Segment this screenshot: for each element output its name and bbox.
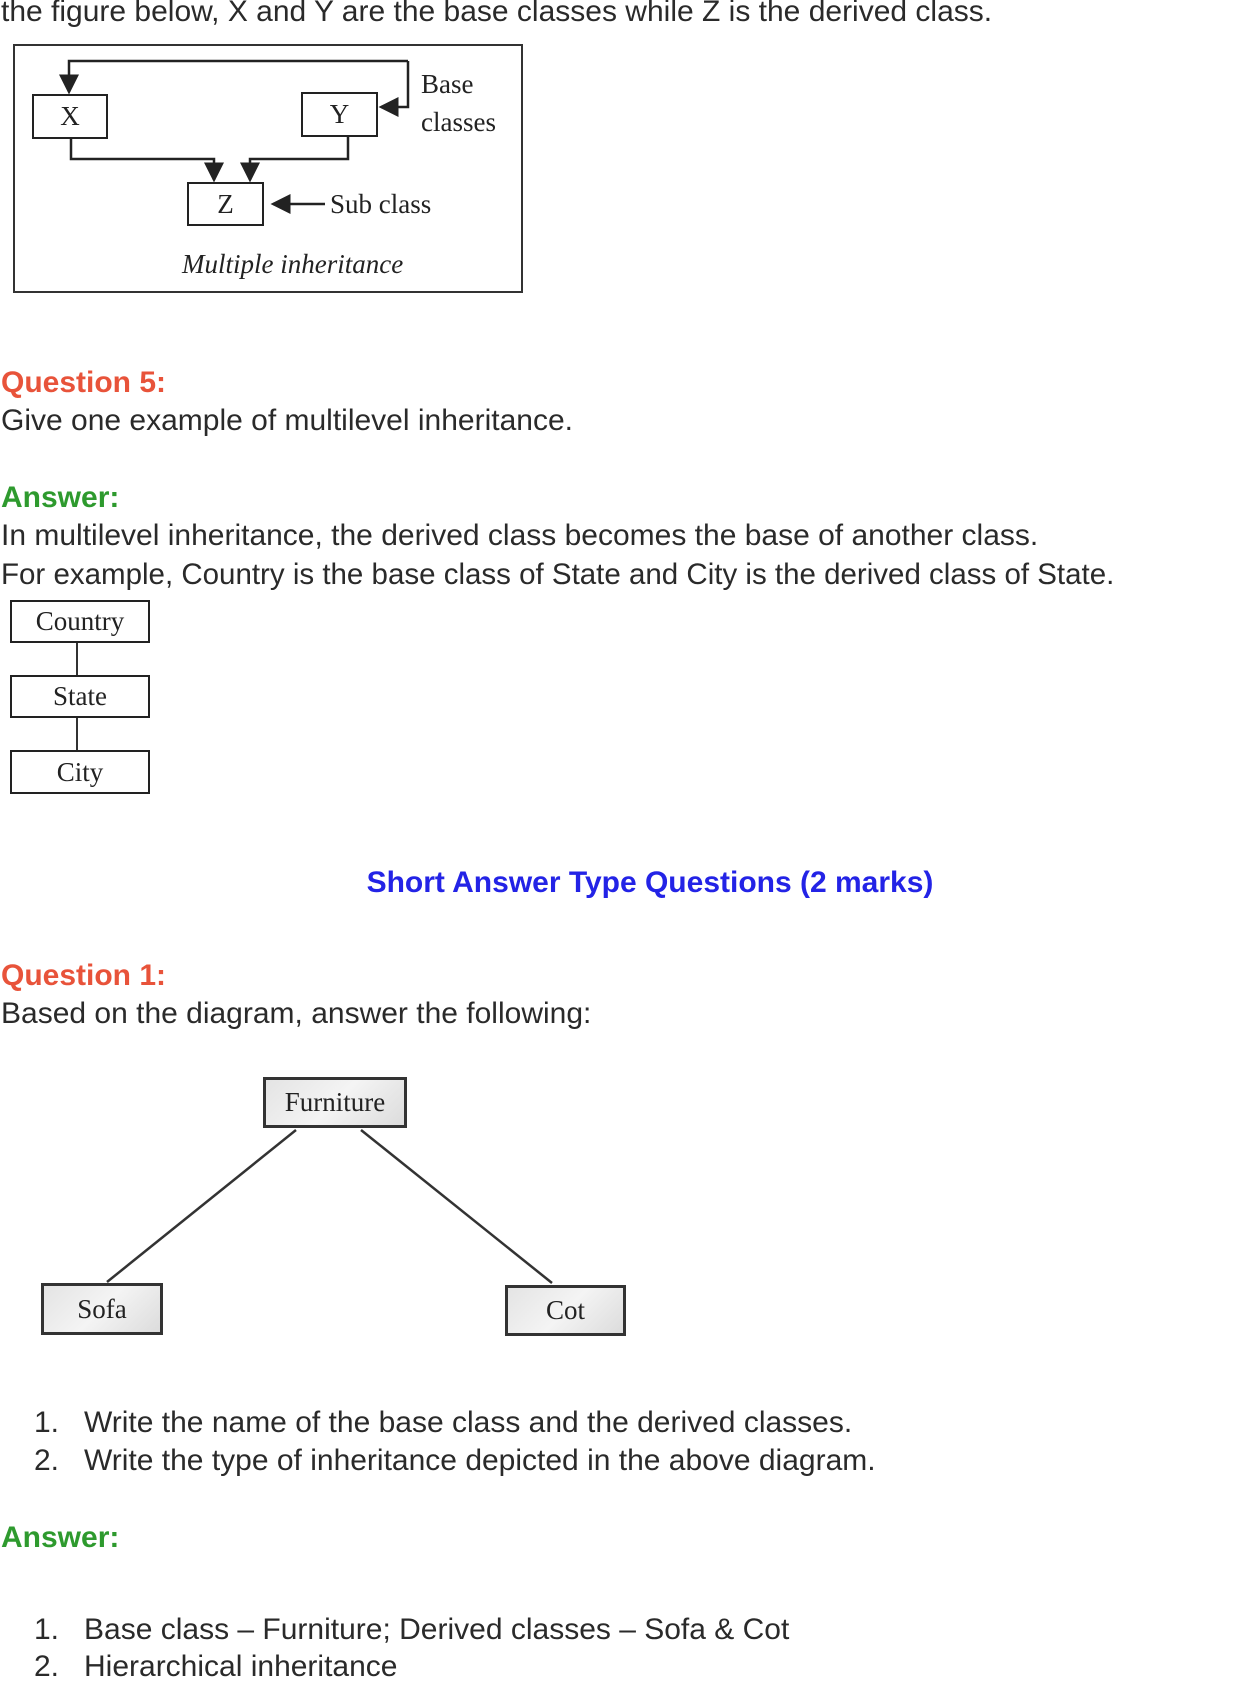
- answer-item: [34, 1650, 397, 1684]
- node-z: Z: [187, 182, 264, 226]
- line-furniture-cot: [361, 1130, 552, 1283]
- intro-text: the figure below, X and Y are the base classes while Z is the derived class.: [1, 0, 993, 28]
- figure-caption: Multiple inheritance: [182, 249, 404, 279]
- item-number: 1.: [34, 1406, 60, 1439]
- question-5-label: Question 5:: [1, 366, 167, 399]
- item-text: Hierarchical inheritance: [84, 1650, 398, 1683]
- answer-5-label: Answer:: [1, 481, 120, 514]
- item-number: 2.: [34, 1444, 60, 1477]
- answer-5-line: In multilevel inheritance, the derived class becomes the base of another class.: [1, 519, 1039, 552]
- question-1-label: Question 1:: [1, 959, 167, 992]
- arrow-to-y: [381, 61, 408, 107]
- item-text: Write the type of inheritance depicted in the above diagram.: [84, 1444, 876, 1477]
- section-heading: Short Answer Type Questions (2 marks): [366, 866, 934, 899]
- x-to-z: [71, 139, 214, 180]
- question-1-text: Based on the diagram, answer the following:: [1, 997, 592, 1030]
- line-furniture-sofa: [107, 1130, 296, 1282]
- classes-label: classes: [421, 107, 496, 137]
- answer-item: [34, 1613, 789, 1647]
- question-item: [34, 1406, 852, 1440]
- question-item: [34, 1444, 876, 1478]
- item-number: 1.: [34, 1613, 60, 1646]
- node-cot: Cot: [505, 1285, 626, 1336]
- node-x: X: [32, 94, 108, 139]
- item-number: 2.: [34, 1650, 60, 1683]
- answer-5-line: For example, Country is the base class of State and City is the derived class of State.: [1, 558, 1115, 591]
- chain-node-city: City: [10, 750, 150, 794]
- chain-node-state: State: [10, 675, 150, 718]
- question-5-text: Give one example of multilevel inheritance.: [1, 404, 573, 437]
- y-to-z: [250, 137, 348, 180]
- answer-1-label: Answer:: [1, 1521, 120, 1554]
- item-text: Write the name of the base class and the derived classes.: [84, 1406, 853, 1439]
- node-furniture: Furniture: [263, 1077, 407, 1128]
- node-y: Y: [301, 92, 378, 137]
- node-sofa: Sofa: [41, 1283, 163, 1335]
- base-label: Base: [421, 69, 474, 99]
- sub-class-label: Sub class: [330, 189, 432, 219]
- arrow-to-x: [69, 61, 408, 92]
- chain-node-country: Country: [10, 600, 150, 643]
- item-text: Base class – Furniture; Derived classes – Sofa & Cot: [84, 1613, 790, 1646]
